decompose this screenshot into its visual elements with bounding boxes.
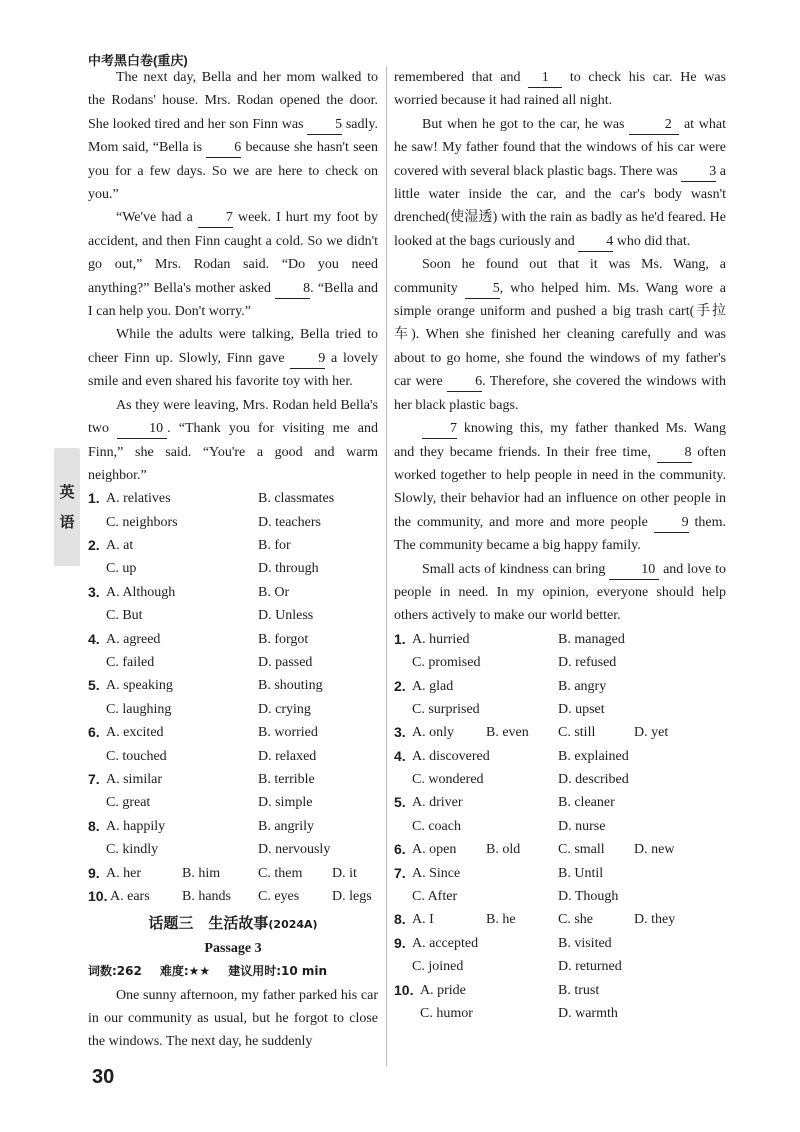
subject-char-1: 英 [59, 483, 75, 501]
option-d[interactable]: D. they [634, 912, 676, 928]
option-b[interactable]: B. angrily [258, 818, 314, 834]
option-d[interactable]: D. Unless [258, 608, 314, 624]
option-b[interactable]: B. worried [258, 725, 318, 741]
option-a[interactable]: A. ears [110, 888, 150, 904]
option-d[interactable]: D. teachers [258, 514, 321, 530]
question-item: 9. A. accepted B. visited [394, 932, 726, 955]
option-d[interactable]: D. simple [258, 795, 313, 811]
option-d[interactable]: D. described [558, 772, 629, 788]
passage3-paragraph-1: One sunny afternoon, my father parked his car in our community as usual, but he forgot to close the windows. The next day, he suddenly [88, 987, 378, 1050]
option-a[interactable]: A. at [106, 538, 134, 554]
word-count: 词数:262 [88, 964, 142, 979]
option-d[interactable]: D. nurse [558, 818, 606, 834]
option-c[interactable]: C. laughing [106, 701, 172, 717]
option-c[interactable]: C. still [558, 725, 596, 741]
question-item: 6. A. excited B. worried [88, 721, 378, 744]
option-a[interactable]: A. I [412, 912, 434, 928]
option-a[interactable]: A. similar [106, 772, 162, 787]
question-item [394, 815, 726, 838]
question-item: 4. A. discovered B. explained [394, 745, 726, 768]
question-item: 9. A. her B. him C. them D. it [88, 862, 378, 885]
blank-4: 4 [578, 233, 613, 252]
blank-1: 1 [528, 69, 562, 88]
question-item: 10. A. ears B. hands C. eyes D. legs [88, 885, 378, 908]
option-b[interactable]: B. angry [558, 678, 607, 694]
option-a[interactable]: A. speaking [106, 678, 173, 694]
option-d[interactable]: D. Though [558, 889, 619, 905]
question-item: 2. A. at B. for [88, 534, 378, 557]
option-a[interactable]: A. Since [412, 865, 461, 881]
book-header: 中考黑白卷(重庆) [88, 53, 188, 68]
option-b[interactable]: B. hands [182, 888, 231, 904]
passage2-questions [88, 487, 378, 908]
option-c[interactable]: C. eyes [258, 888, 300, 904]
option-c[interactable]: C. kindly [106, 842, 159, 858]
passage2-paragraph-2: “We've had a 7 week. I hurt my foot by accident, and then Finn caught a cold. So we didn't go out,” Mrs. Rodan said. “Do you need anything?” Bella's mother asked 8. “Bella and I can help you. Don't worry.” [88, 210, 378, 320]
option-a[interactable]: A. open [412, 842, 457, 858]
option-b[interactable]: B. even [486, 725, 529, 741]
option-b[interactable]: B. shouting [258, 678, 323, 694]
blank-9: 9 [654, 514, 689, 533]
option-b[interactable]: B. for [258, 538, 291, 554]
option-c[interactable]: C. promised [412, 655, 481, 671]
question-item [88, 604, 378, 627]
option-a[interactable]: A. pride [420, 982, 466, 998]
question-item [88, 511, 378, 534]
option-d[interactable]: D. nervously [258, 842, 331, 858]
question-item [394, 651, 726, 674]
option-a[interactable]: A. Although [106, 584, 176, 600]
passage3-paragraph-2: But when he got to the car, he was 2 at what he saw! My father found that the windows of his car were covered with several black plastic bags. There was 3 a little water inside the car, and the car's body wasn't drenched(使湿透) with the rain as badly as he'd feared. He looked at the bags curiously and 4 who did that. [394, 113, 726, 253]
option-b[interactable]: B. managed [558, 631, 625, 647]
option-a[interactable]: A. happily [106, 818, 166, 834]
option-c[interactable]: C. humor [420, 1006, 473, 1021]
question-item: 5. A. driver B. cleaner [394, 791, 726, 814]
question-item: 10. A. pride B. trust [394, 979, 726, 1002]
blank-9: 9 [290, 350, 325, 369]
blank-6: 6 [447, 373, 482, 392]
option-b[interactable]: B. classmates [258, 491, 335, 507]
passage3-questions [394, 628, 726, 1026]
passage3-paragraph-3: Soon he found out that it was Ms. Wang, a community 5, who helped him. Ms. Wang wore a simple orange uniform and pushed a big trash cart(手拉车). When she finished her cleaning carefully and was about to go home, she found the windows of my father's car were 6. Therefore, she covered the windows with her black plastic bags. [394, 257, 726, 413]
option-b[interactable]: B. he [486, 912, 516, 928]
blank-8: 8 [275, 280, 310, 299]
option-a[interactable]: A. her [106, 865, 141, 881]
option-b[interactable]: B. old [486, 842, 521, 858]
option-a[interactable]: A. excited [106, 725, 164, 741]
option-c[interactable]: C. great [106, 795, 151, 811]
option-d[interactable]: D. yet [634, 725, 669, 741]
option-c[interactable]: C. But [106, 608, 143, 624]
option-b[interactable]: B. Until [558, 865, 604, 881]
passage3-paragraph-4: 7 knowing this, my father thanked Ms. Wang and they became friends. In their free time, 8 often worked together to help people in need in the community. Slowly, their behavior had an influence on other people in the community, and more and more people 9 them. The community became a big happy family. [394, 421, 727, 554]
option-a[interactable]: A. agreed [106, 631, 161, 647]
option-c[interactable]: C. surprised [412, 701, 480, 717]
option-d[interactable]: D. warmth [558, 1006, 618, 1021]
blank-5: 5 [465, 280, 500, 299]
question-item: 8. A. happily B. angrily [88, 815, 378, 838]
option-c[interactable]: C. up [106, 561, 137, 577]
option-d[interactable]: D. returned [558, 959, 622, 975]
option-d[interactable]: D. refused [558, 655, 617, 671]
question-item [88, 557, 378, 580]
option-a[interactable]: A. relatives [106, 491, 171, 507]
question-item: 7. A. Since B. Until [394, 862, 726, 885]
option-c[interactable]: C. failed [106, 655, 155, 671]
option-d[interactable]: D. through [258, 561, 319, 577]
option-b[interactable]: B. Or [258, 584, 290, 600]
passage2-paragraph-3: While the adults were talking, Bella tried to cheer Finn up. Slowly, Finn gave 9 a lovely smile and even shared his favorite toy with her. [88, 327, 378, 390]
question-item [394, 698, 726, 721]
question-item [88, 745, 378, 768]
option-c[interactable]: C. After [412, 889, 458, 905]
left-column [88, 66, 378, 1054]
question-item: 4. A. agreed B. forgot [88, 628, 378, 651]
question-item [394, 955, 726, 978]
question-item [88, 698, 378, 721]
option-c[interactable]: C. small [558, 842, 605, 858]
blank-6: 6 [206, 139, 241, 158]
blank-7: 7 [198, 209, 233, 228]
option-c[interactable]: C. them [258, 865, 303, 881]
column-divider [386, 66, 387, 1066]
question-item [88, 651, 378, 674]
option-d[interactable]: D. relaxed [258, 748, 317, 764]
option-d[interactable]: D. crying [258, 701, 311, 717]
suggested-time: 建议用时:10 min [228, 964, 328, 979]
option-d[interactable]: D. it [332, 865, 357, 881]
option-d[interactable]: D. new [634, 842, 675, 858]
option-d[interactable]: D. passed [258, 655, 313, 671]
passage2-paragraph-4: As they were leaving, Mrs. Rodan held Bella's two 10 . “Thank you for visiting me and Finn,” she said. “You're a good and warm neighbor.” [88, 397, 378, 483]
blank-5: 5 [307, 116, 342, 135]
topic-title: 话题三 生活故事(2024A) [148, 914, 318, 933]
question-item [88, 791, 378, 814]
question-item [394, 1002, 726, 1025]
option-d[interactable]: D. legs [332, 888, 372, 904]
question-item: 1. A. relatives B. classmates [88, 487, 378, 510]
question-item [88, 838, 378, 861]
option-a[interactable]: A. glad [412, 678, 454, 694]
question-item: 6. A. open B. old C. small D. new [394, 838, 726, 861]
question-item: 2. A. glad B. angry [394, 675, 726, 698]
question-item: 5. A. speaking B. shouting [88, 674, 378, 697]
option-b[interactable]: B. him [182, 865, 221, 881]
option-c[interactable]: C. wondered [412, 772, 484, 788]
option-c[interactable]: C. joined [412, 959, 464, 975]
option-a[interactable]: A. driver [412, 795, 463, 811]
blank-8: 8 [657, 444, 692, 463]
blank-7: 7 [422, 420, 457, 439]
difficulty: 难度:★★ [159, 964, 211, 979]
passage3-meta [88, 960, 378, 983]
option-b[interactable]: B. explained [558, 748, 629, 764]
subject-tab [54, 448, 80, 566]
option-c[interactable]: C. coach [412, 818, 461, 834]
question-item: 3. A. Although B. Or [88, 581, 378, 604]
blank-2: 2 [629, 116, 679, 135]
option-b[interactable]: B. trust [558, 982, 600, 998]
option-b[interactable]: B. terrible [258, 772, 315, 787]
question-item: 3. A. only B. even C. still D. yet [394, 721, 726, 744]
option-a[interactable]: A. accepted [412, 935, 479, 951]
passage2-paragraph-1: The next day, Bella and her mom walked to the Rodans' house. Mrs. Rodan opened the door. She looked tired and her son Finn was 5 sadly. Mom said, “Bella is 6 because she hasn't seen you for a few days. So we are here to check on you.” [88, 70, 378, 203]
option-b[interactable]: B. forgot [258, 631, 309, 647]
option-b[interactable]: B. visited [558, 935, 612, 951]
option-a[interactable]: A. discovered [412, 748, 490, 764]
question-item [394, 768, 726, 791]
blank-10: 10 [609, 561, 659, 580]
blank-3: 3 [681, 163, 716, 182]
question-item: 8. A. I B. he C. she D. they [394, 908, 726, 931]
option-a[interactable]: A. only [412, 725, 454, 741]
option-b[interactable]: B. cleaner [558, 795, 615, 811]
right-column [394, 66, 726, 1025]
passage3-paragraph-5: Small acts of kindness can bring 10 and love to people in need. In my opinion, everyone should help others actively to make our world better. [394, 561, 726, 624]
passage3-title: Passage 3 [204, 940, 262, 956]
question-item: 7. A. similar B. terrible [88, 768, 378, 791]
option-d[interactable]: D. upset [558, 701, 605, 717]
option-a[interactable]: A. hurried [412, 631, 470, 647]
question-item: 1. A. hurried B. managed [394, 628, 726, 651]
option-c[interactable]: C. touched [106, 748, 167, 764]
option-c[interactable]: C. she [558, 912, 593, 928]
subject-char-2: 语 [59, 513, 75, 531]
passage3-paragraph-1-cont: remembered that and 1 to check his car. He was worried because it had rained all night. [394, 70, 726, 109]
page-number: 30 [92, 1066, 115, 1088]
option-c[interactable]: C. neighbors [106, 514, 178, 530]
question-item [394, 885, 726, 908]
blank-10: 10 [117, 420, 167, 439]
